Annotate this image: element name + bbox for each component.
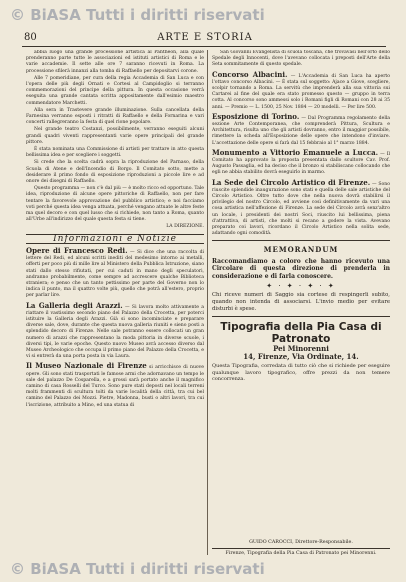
printer-ad-subtitle: Pei Minorenni [273,343,329,353]
editor-line: GUIDO CAROCCI, Direttore-Responsabile. [249,540,353,545]
news-item [212,113,390,147]
news-item [26,302,204,361]
intro-paragraph: È stata nominata una Commissione di artisti per trattare in atto questa bellissima idea e per scegliere i soggetti. [26,147,204,159]
intro-paragraph: Alla sera in Trastevere grande illuminazione. Sulla cancellata della Farnesina verranno esposti i ritratti di Raffaello e della Fornarina e vari concerti rallegreranno la festa di quel rione popolare. [26,107,204,126]
watermark-bottom: © BiASA Tutti i diritti riservati [10,560,265,578]
printer-ad-body: Questa Tipografia, corredata di tutto ciò che si richiede per eseguire qualunque lavoro tipografico, offre prezzi da non temere concorrenza. [212,363,390,382]
news-item-title: Esposizione di Torino. [212,111,300,121]
news-item-title: La Galleria degli Arazzi. [26,300,123,310]
intro-paragraph: Nel grande teatro Costanzi, possibilmente, verranno eseguiti alcuni grandi quadri viventi rappresentanti varie opere principali del grande pittore. [26,127,204,145]
divider [212,316,390,317]
news-item-body: — Dal Programma regolamento della sezione Arte Contemporanea, che comprenderà Pittura, Scultura e Architettura, risulta uno che gli artisti dovranno, entro il maggior possibile, rimettere la scheda all'Esposizione delle opere che intendono d'inviare. L'accettazione delle opere si farà dal 15 febbraio al 1° marzo 1884. [212,115,390,146]
divider [212,240,390,241]
news-item-title: Il Museo Nazionale di Firenze [26,361,147,371]
news-item-body: — Si dice che una raccolta di lettere del Redi, ed alcuni scritti inediti del medesimo intorno ai metalli, offerti per poco più di mille lire al Ministero della Pubblica Istruzione, siano stati dallo stesso rifiutati, per cui caduti in mano degli speculatori, andranno probabilmente, come sempre ad accrescere qualche Biblioteca straniera; e penso che un tanto pettissimo per parte del Governo non lo indica il punto, ma il quattro volte più, quello che potrà all'estero, proprio per parlar lire. [26,249,204,299]
page-number: 80 [24,32,37,43]
running-title: ARTE E STORIA [157,32,253,43]
printer-line: Firenze, Tipografia della Pia Casa di Patronato pei Minorenni. [212,548,390,557]
news-item-body: — Sono riuscite splendide inaugurazione sono stati e quella delle sale artistiche del Circolo Artistico. Oltre tutto dove che nella nuova dovrà stabilirsi il privilegio del nostro Circolo, ed avviene così definitivamente da vari una cosa artistica nell'affezione di Firenze. La sede del Circolo avrà senz'altro un locale, i presidenti dei nostri Soci, riuscito lui bellissima, piena d'attrattiva, di artisti, che molti si recano a godere la vista. Avevano preparato coi lavori, ricordano il Circolo Artistico nella solita sede, adattando ogni comodità. [212,181,390,237]
sample-notice: Chi riceve numeri di Saggio sia cortese di respingerli subito, quando non intenda di associarsi. L'invio medio per evitare disturbi è spese. [212,292,390,312]
header-rule [22,46,386,47]
footer [212,538,390,557]
watermark-top: © BiASA Tutti i diritti riservati [10,6,265,24]
news-item [212,179,390,238]
column-divider [207,50,208,555]
news-item-title: Monumento a Vittorio Emanuele a Lucca. [212,147,379,157]
intro-paragraph: abbia luogo una grande processione artistica al Pantheon, alla quale prenderanno parte tutte le associazioni ed istituti artistici di Roma e le varie accademie. Il sette alle ore 7 saranno ricevuti in Roma. La processione sfilerà innanzi alla tomba di Raffaello per depositarvi corone. [26,50,204,74]
continued-paragraph: San Giovanni Evangelista di scuola toscana, che trovavasi nell'orto dello Spedale degli Innocenti, dove l'avevano collocata i preposti dell'Arte della Seta sommitamente di questo spedale. [212,50,390,68]
printer-ad-title: Tipografia della Pia Casa di Patronato [220,320,382,345]
printer-ad-address: 14, Firenze, Via Ordinate, 14. [243,351,359,361]
news-item-body: — Si lavora molto attivamente a riattare il vastissimo secondo piano del Palazzo della Crocetta, per poterci istituire la Galleria degli Arazzi. Già si sono incominciate e preparare diverse sale, dove, durante che questa nuova galleria riuniti e sieno posti a splendido decoro di Firenze. Nelle sale potranno essere collocati un gran numero di arazzi che rappresentano la moda pittoria in diverse scuole, i diversi tipi, le varie epoche. Questo nuovo Museo avrà accesso diverso dal Museo Archeologico che occupa il primo piano del Palazzo della Crocetta, e vi si entrerà da una porta posta in via Laura. [26,304,204,360]
news-item [26,247,204,300]
news-item [212,149,390,177]
left-column [26,50,204,558]
news-item-title: La Sede del Circolo Artistico di Firenze. [212,177,371,187]
intro-paragraph: Questo programma — non c'è dal più — è molto ricco ed opportuno. Tale idea, riproduzione di alcune opere pittoriche di Raffaello, non per fare tentare la favorevole approvazione del pubblico artistico; e noi facciamo voti perché questa idea venga attuata, perché vengano attuate le altre feste ma quel decoro e con quel lusso che si richiede, non tanto a Roma, quanto all'Urbe all'indirizzo del quale questa festa si tiene. [26,186,204,223]
ornament-divider: ✦ · ✦ · ✦ · ✦ [266,282,336,291]
news-item [26,362,204,408]
memorandum-body: Raccomandiamo a coloro che hanno ricevuto una Circolare di questa direzione di prenderla in considerazione e di farla conoscere. [212,257,390,280]
direction-signature: LA DIREZIONE. [166,224,204,230]
news-item [212,71,390,111]
memorandum-title: MEMORANDUM [263,245,339,255]
intro-paragraph: Si crede che la scelta cadrà sopra la riproduzione del Parnaso, della Scuola di Atene e dell'Incendio di Borgo. Il Comitato sotto, mette a desiderare il primo fondo di esposizione riproduzioni a piccole lire e ad onore dei disegni di Raffaello. [26,160,204,185]
news-item-body: — L'Accademia di San Luca ha aperto l'ottavo concorso Albacini. — È stata sul soggetto: Ajace a Giove, scegliere, scolpir tornando a Roma. La servitù che imprenderà alla sua vittoria sui Cartarei al fine del quale era stato promesso questo — gruppo in terra cotta. Al concorso sono ammessi solo i Romani figli di Romani con 28 ai 35 anni. — Premio — L. 1500, 25 Nov. 1884 — 20 modelli. — Per lire 500. [212,73,390,110]
news-item-title: Opere di Francesco Redi. [26,245,128,255]
right-column [212,50,390,558]
intro-paragraph: Alle 7 pomeridiane, per cura della regia Accademia di San Luca e con l'opera delle più degli Ornati e Cortesi al Campidoglio si terranno commemorazioni del principe della pittura. In questa occasione verrà eseguita una grande cantata scritta appositamente dall'esimio maestro commendatore Marchetti. [26,75,204,106]
news-item-title: Concorso Albacini. [212,69,288,79]
section-title: Informazioni e Notizie [26,234,204,244]
news-item-body: — Il Comitato ha approvato la proposta presentata dallo scultore Cav. Prof. Augusto Passaglia, ed ha deciso che il bronzo si stabiliscano collocando che egli ne abbia stabilito dovrà eseguirlo in marmo. [212,151,390,176]
news-item-body: si arricchisce di nuove opere. Gli sono stati trasportati le famose armi che adornavano un tempo le sale del palazzo De Cosparella, e a grossi sarà portato anche il magnifico camino di casa Rosselli del Turco. Sono pure stati deposti nel locali terreni molti frammenti di scultura tolti da varie località della città, tra cui bel camino del Palazzo dei Mozzi. Pietre, Madonna, busti o altri lavori, tra cui l'iscrizione, attribuito a Mino, ed una statua di [26,365,204,408]
